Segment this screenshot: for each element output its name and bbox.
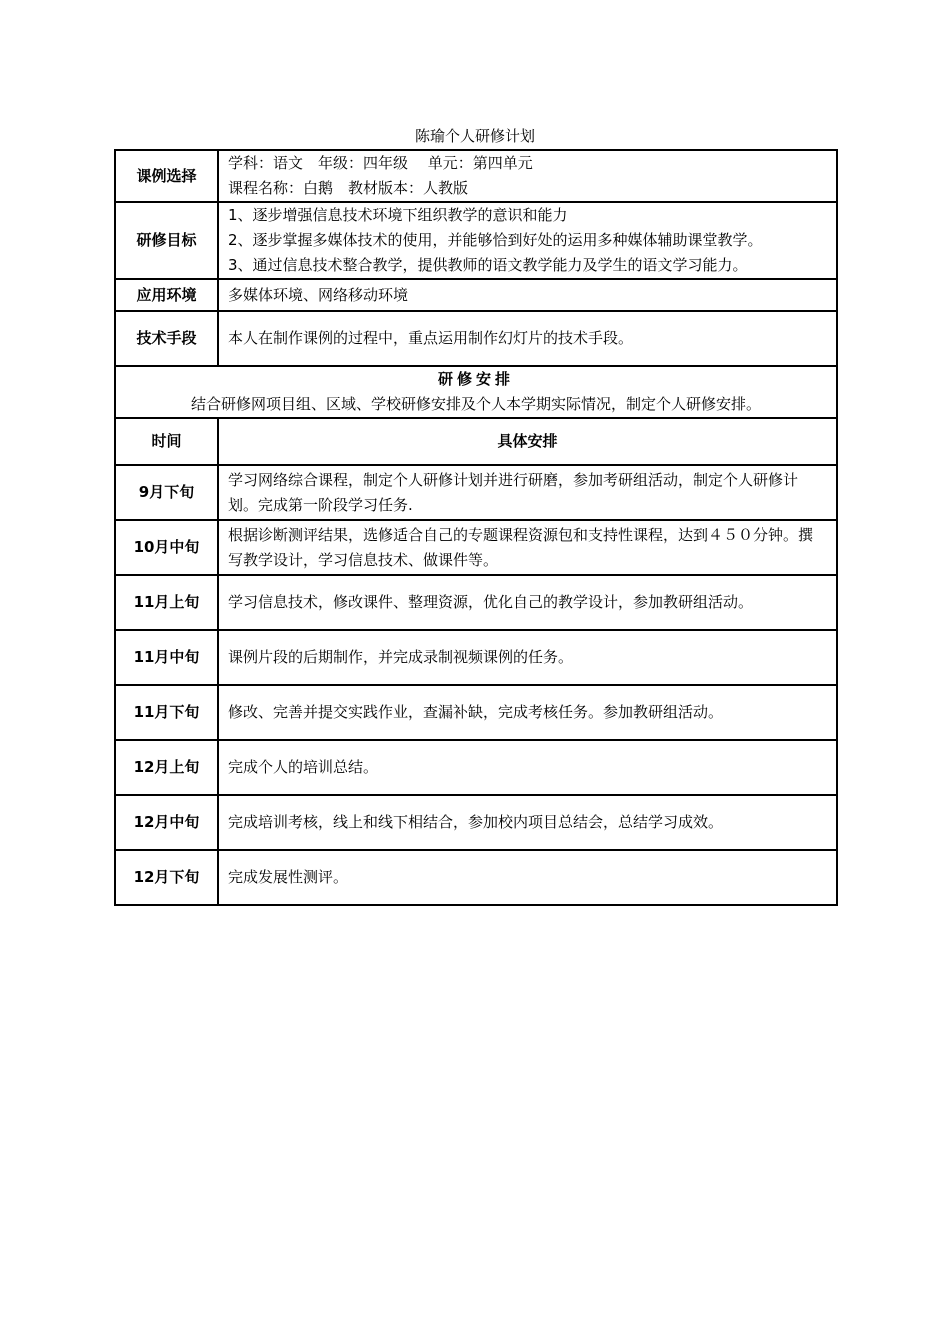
schedule-time: 12月中旬 — [115, 795, 218, 850]
technique-row — [115, 311, 837, 366]
schedule-row — [115, 795, 837, 850]
schedule-detail: 修改、完善并提交实践作业，查漏补缺，完成考核任务。参加教研组活动。 — [218, 685, 837, 740]
goals-content — [218, 202, 837, 279]
environment-value: 多媒体环境、网络移动环境 — [218, 279, 837, 311]
case-selection-line-1: 学科：语文 年级：四年级 单元：第四单元 — [228, 154, 533, 172]
schedule-detail: 根据诊断测评结果，选修适合自己的专题课程资源包和支持性课程，达到４５０分钟。撰写教学设计，学习信息技术、做课件等。 — [218, 520, 837, 575]
schedule-time: 9月下旬 — [115, 465, 218, 520]
schedule-time: 10月中旬 — [115, 520, 218, 575]
goal-item: 3、通过信息技术整合教学，提供教师的语文教学能力及学生的语文学习能力。 — [228, 256, 748, 274]
environment-label: 应用环境 — [115, 279, 218, 311]
schedule-row — [115, 630, 837, 685]
technique-label: 技术手段 — [115, 311, 218, 366]
schedule-time: 12月下旬 — [115, 850, 218, 905]
case-selection-line-2: 课程名称：白鹅 教材版本：人教版 — [228, 179, 469, 197]
arrangement-description: 结合研修网项目组、区域、学校研修安排及个人本学期实际情况，制定个人研修安排。 — [190, 395, 761, 413]
schedule-detail: 完成发展性测评。 — [218, 850, 837, 905]
schedule-time: 11月下旬 — [115, 685, 218, 740]
goals-row — [115, 202, 837, 279]
schedule-row — [115, 740, 837, 795]
goal-item: 1、逐步增强信息技术环境下组织教学的意识和能力 — [228, 206, 568, 224]
column-header-row — [115, 418, 837, 465]
environment-row — [115, 279, 837, 311]
schedule-time: 12月上旬 — [115, 740, 218, 795]
schedule-detail: 完成培训考核，线上和线下相结合，参加校内项目总结会，总结学习成效。 — [218, 795, 837, 850]
arrangement-section — [115, 366, 837, 418]
schedule-row — [115, 685, 837, 740]
schedule-row — [115, 520, 837, 575]
schedule-time: 11月上旬 — [115, 575, 218, 630]
page-title: 陈瑜个人研修计划 — [414, 127, 535, 145]
schedule-detail: 完成个人的培训总结。 — [218, 740, 837, 795]
schedule-row — [115, 850, 837, 905]
schedule-detail: 学习网络综合课程，制定个人研修计划并进行研磨，参加考研组活动，制定个人研修计划。完成第一阶段学习任务. — [218, 465, 837, 520]
schedule-detail: 学习信息技术，修改课件、整理资源，优化自己的教学设计，参加教研组活动。 — [218, 575, 837, 630]
technique-value: 本人在制作课例的过程中，重点运用制作幻灯片的技术手段。 — [218, 311, 837, 366]
schedule-time: 11月中旬 — [115, 630, 218, 685]
column-header-time: 时间 — [115, 418, 218, 465]
research-plan-table — [114, 149, 838, 906]
case-selection-row — [115, 150, 837, 202]
case-selection-label: 课例选择 — [115, 150, 218, 202]
column-header-detail: 具体安排 — [218, 418, 837, 465]
schedule-row — [115, 575, 837, 630]
arrangement-title: 研修安排 — [437, 370, 514, 388]
schedule-row — [115, 465, 837, 520]
case-selection-content — [218, 150, 837, 202]
arrangement-header-row — [115, 366, 837, 418]
goal-item: 2、逐步掌握多媒体技术的使用，并能够恰到好处的运用多种媒体辅助课堂教学。 — [228, 231, 763, 249]
schedule-detail: 课例片段的后期制作，并完成录制视频课例的任务。 — [218, 630, 837, 685]
goals-label: 研修目标 — [115, 202, 218, 279]
